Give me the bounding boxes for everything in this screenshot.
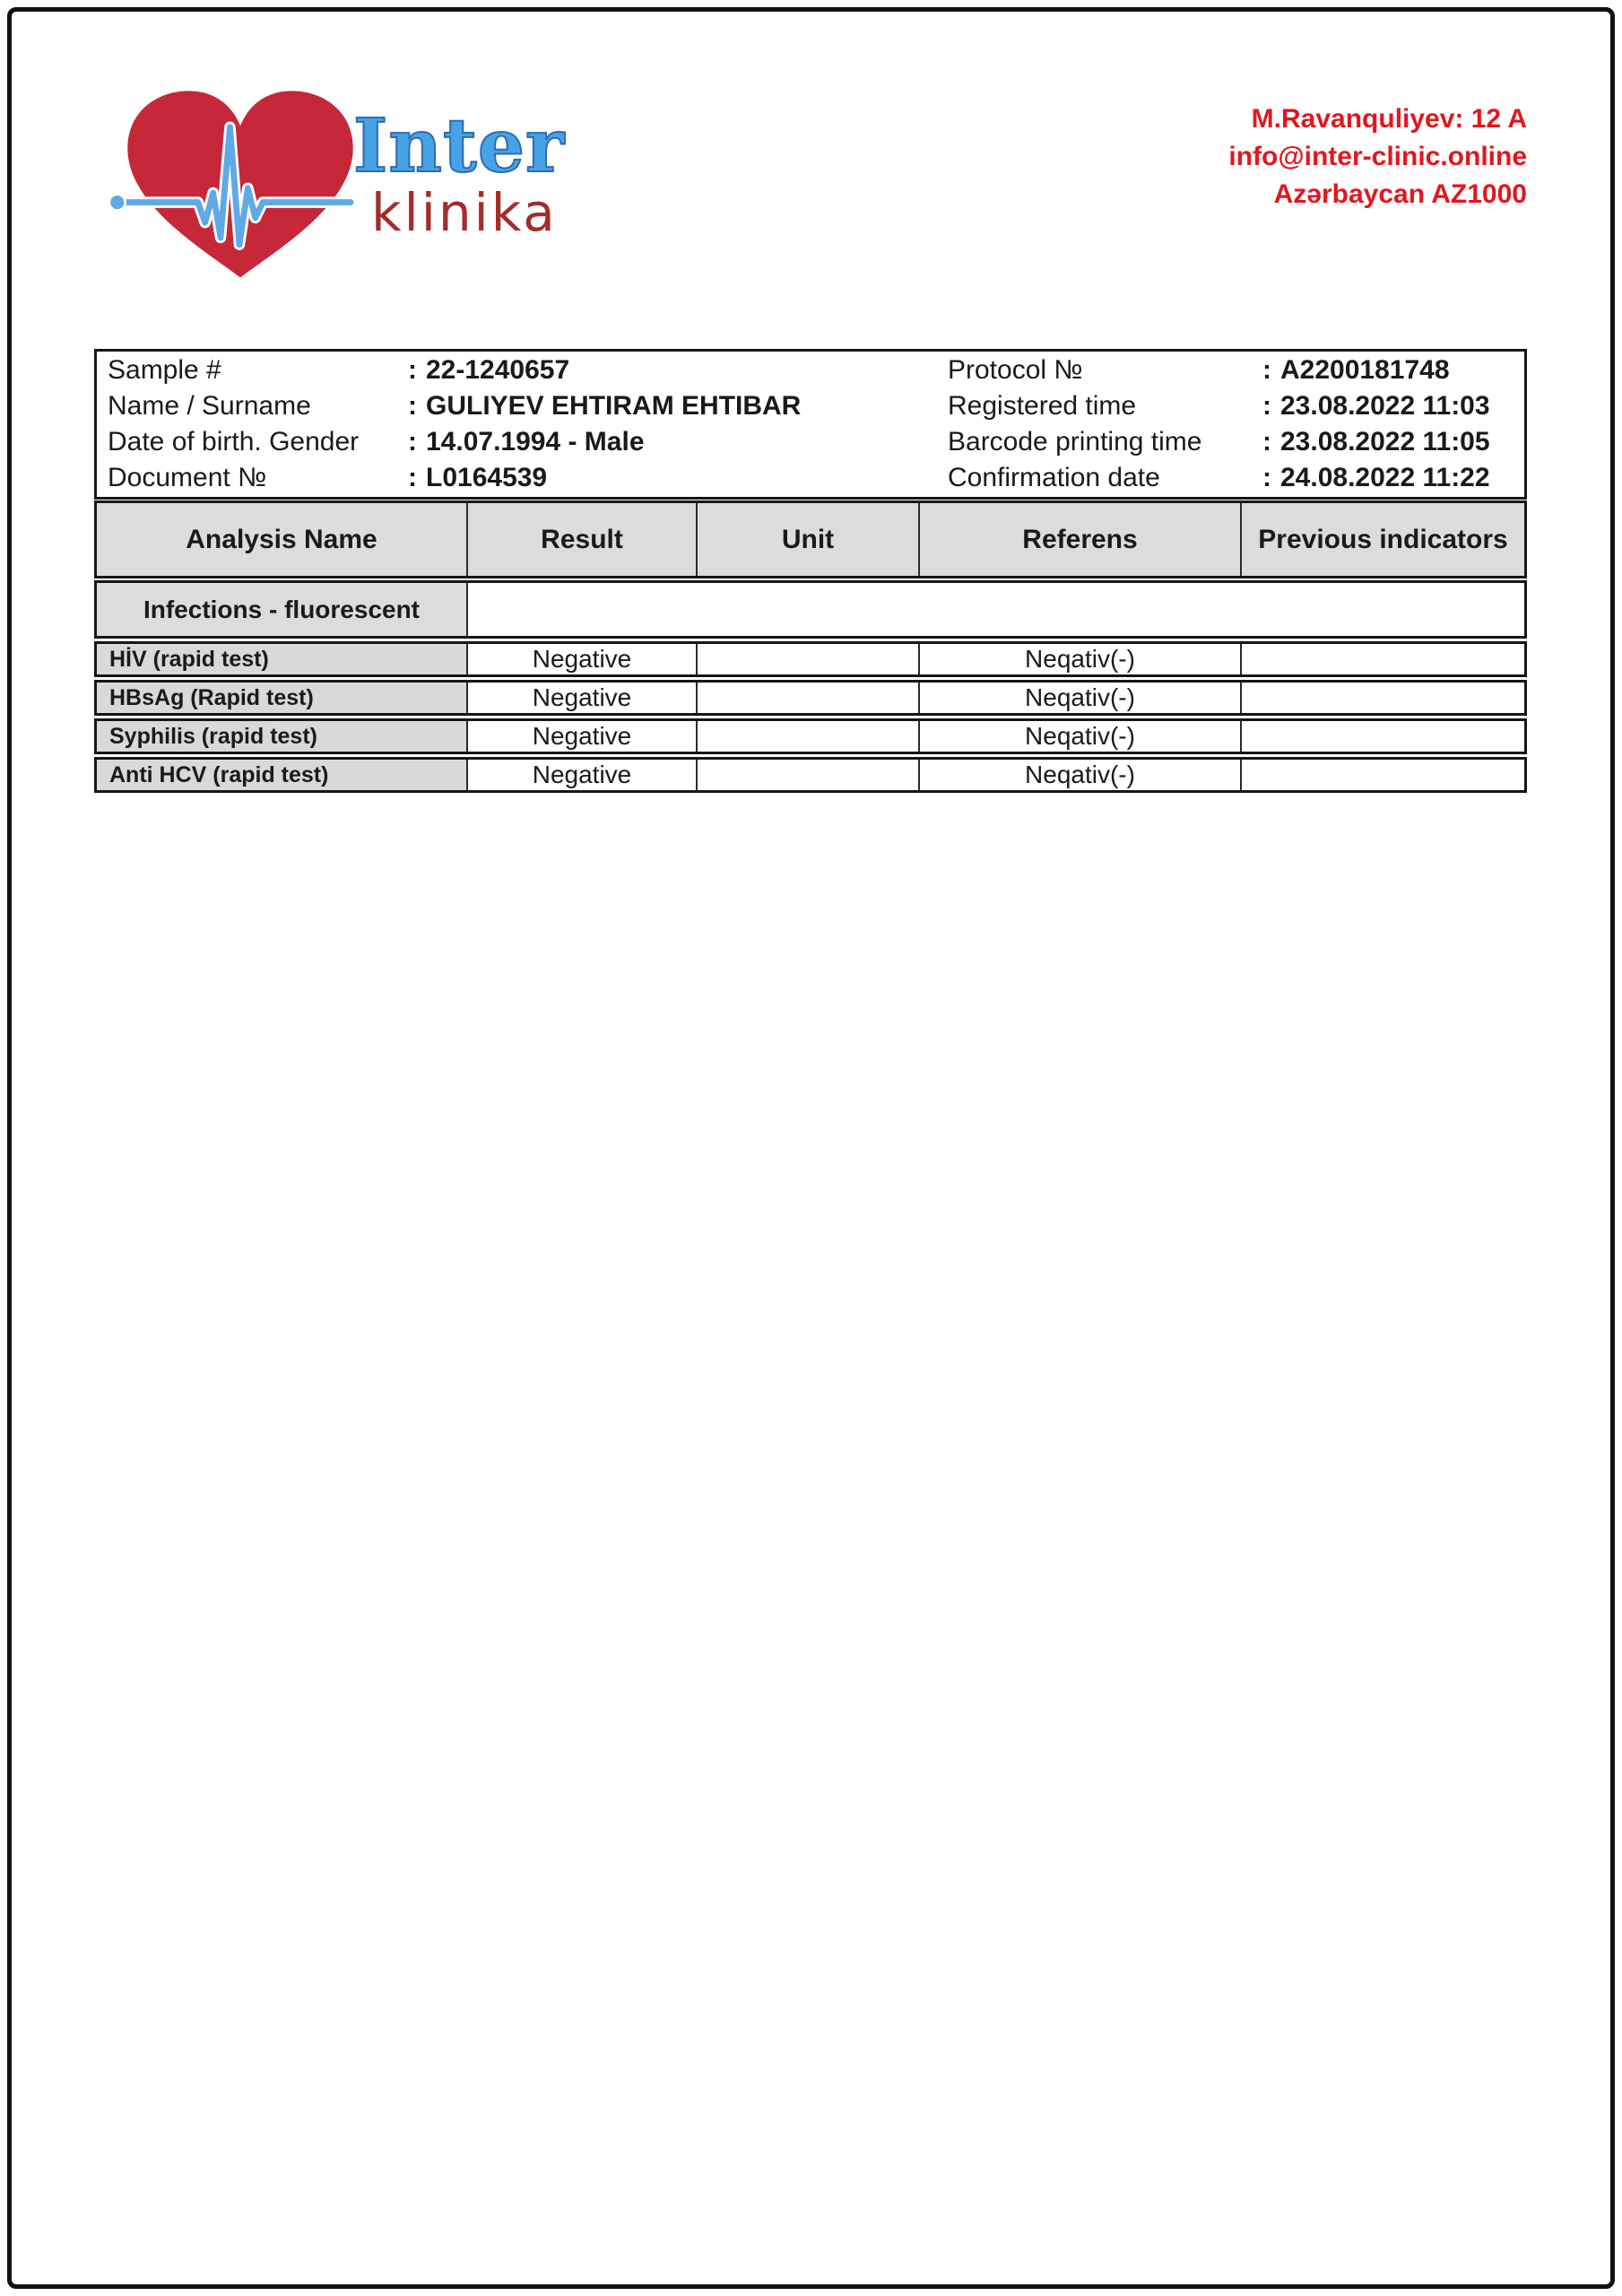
previous-indicators-cell <box>1242 721 1524 752</box>
table-header-row <box>94 500 1527 578</box>
info-value: : A2200181748 <box>1262 355 1450 385</box>
contact-address-line: M.Ravanquliyev: 12 A <box>1251 104 1527 134</box>
section-title: Infections - fluorescent <box>97 583 468 636</box>
info-label: Name / Surname <box>108 391 311 421</box>
analysis-name-cell: Anti HCV (rapid test) <box>97 760 468 790</box>
info-value: : GULIYEV EHTIRAM EHTIBAR <box>408 391 802 421</box>
info-value: : 14.07.1994 - Male <box>408 427 645 457</box>
info-label: Sample # <box>108 355 221 385</box>
info-value: : 23.08.2022 11:03 <box>1262 391 1490 421</box>
analysis-name-cell: HİV (rapid test) <box>97 644 468 674</box>
brand-name-secondary: klinika <box>371 182 558 243</box>
info-label: Confirmation date <box>948 463 1160 492</box>
unit-cell <box>698 683 920 713</box>
info-label: Barcode printing time <box>948 427 1202 457</box>
info-label: Protocol № <box>948 355 1083 385</box>
column-header-analysis-name: Analysis Name <box>97 503 468 576</box>
previous-indicators-cell <box>1242 683 1524 713</box>
lab-report-table <box>94 349 1527 793</box>
table-row <box>94 718 1527 754</box>
result-cell: Negative <box>468 644 698 674</box>
info-label: Date of birth. Gender <box>108 427 360 457</box>
info-value: : 23.08.2022 11:05 <box>1262 427 1490 457</box>
analysis-name-cell: HBsAg (Rapid test) <box>97 683 468 713</box>
info-value: : 24.08.2022 11:22 <box>1262 463 1490 492</box>
unit-cell <box>698 760 920 790</box>
info-label: Registered time <box>948 391 1137 421</box>
contact-country-zip: Azərbaycan AZ1000 <box>1273 179 1527 209</box>
unit-cell <box>698 644 920 674</box>
result-cell: Negative <box>468 721 698 752</box>
referens-cell: Neqativ(-) <box>920 721 1242 752</box>
section-empty-space <box>468 583 1524 636</box>
previous-indicators-cell <box>1242 760 1524 790</box>
patient-info-box <box>94 349 1527 500</box>
result-cell: Negative <box>468 760 698 790</box>
table-row <box>94 641 1527 677</box>
info-label: Document № <box>108 463 267 492</box>
referens-cell: Neqativ(-) <box>920 683 1242 713</box>
brand-name-primary: Inter <box>353 103 566 189</box>
heart-ekg-icon <box>106 83 375 280</box>
referens-cell: Neqativ(-) <box>920 644 1242 674</box>
contact-email: info@inter-clinic.online <box>1228 142 1527 171</box>
column-header-previous-indicators: Previous indicators <box>1242 503 1524 576</box>
info-value: : 22-1240657 <box>408 355 570 385</box>
column-header-result: Result <box>468 503 698 576</box>
table-row <box>94 680 1527 716</box>
column-header-unit: Unit <box>698 503 920 576</box>
table-row <box>94 757 1527 793</box>
clinic-logo <box>106 83 590 280</box>
result-cell: Negative <box>468 683 698 713</box>
info-value: : L0164539 <box>408 463 548 492</box>
clinic-contact-block <box>1228 100 1527 213</box>
analysis-name-cell: Syphilis (rapid test) <box>97 721 468 752</box>
previous-indicators-cell <box>1242 644 1524 674</box>
column-header-referens: Referens <box>920 503 1242 576</box>
referens-cell: Neqativ(-) <box>920 760 1242 790</box>
table-section-row <box>94 580 1527 639</box>
unit-cell <box>698 721 920 752</box>
